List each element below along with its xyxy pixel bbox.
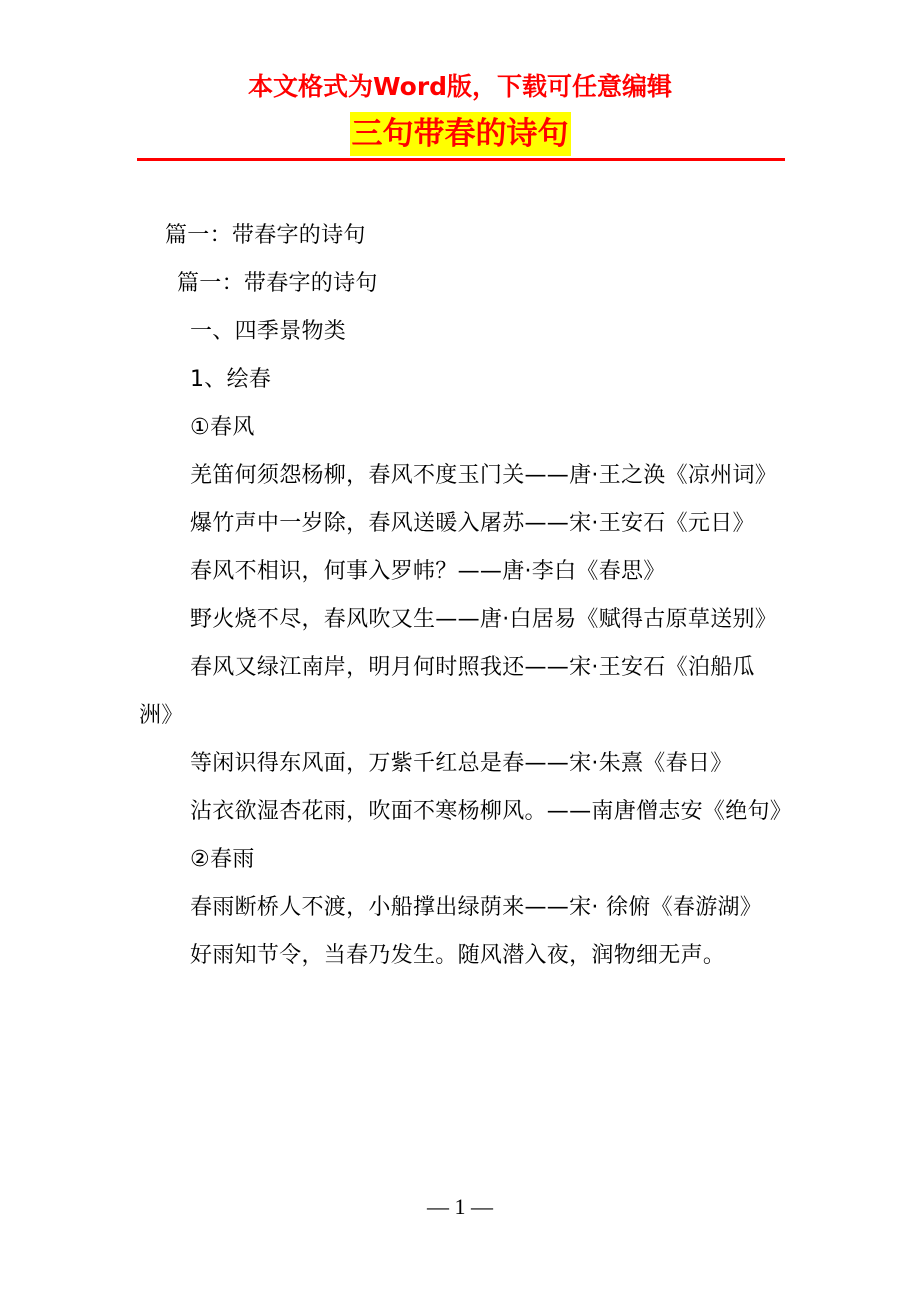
- section-heading: 篇一：带春字的诗句: [165, 223, 366, 248]
- poem-line: 春风又绿江南岸，明月何时照我还——宋·王安石《泊船瓜洲》: [139, 655, 755, 728]
- poem-line: 好雨知节令，当春乃发生。随风潜入夜，润物细无声。: [190, 943, 726, 968]
- poem-line: 爆竹声中一岁除，春风送暖入屠苏——宋·王安石《元日》: [190, 511, 755, 536]
- category-heading: 一、四季景物类: [190, 319, 347, 344]
- poem-line: 羌笛何须怨杨柳，春风不度玉门关——唐·王之涣《凉州词》: [190, 463, 778, 488]
- document-body: [139, 212, 793, 980]
- section-heading-repeat: 篇一：带春字的诗句: [177, 271, 378, 296]
- format-banner: 本文格式为Word版，下载可任意编辑: [247, 72, 673, 101]
- subcategory-heading: 1、绘春: [190, 367, 272, 392]
- document-title: 三句带春的诗句: [350, 112, 571, 156]
- title-divider: [137, 158, 785, 161]
- poem-line: 沾衣欲湿杏花雨，吹面不寒杨柳风。——南唐僧志安《绝句》: [190, 799, 793, 824]
- poem-line: 等闲识得东风面，万紫千红总是春——宋·朱熹《春日》: [190, 751, 733, 776]
- topic-heading-spring-wind: ①春风: [190, 415, 255, 440]
- poem-line: 野火烧不尽，春风吹又生——唐·白居易《赋得古原草送别》: [190, 607, 778, 632]
- title-container: [0, 112, 920, 156]
- page-number: — 1 —: [427, 1194, 493, 1219]
- poem-line: 春雨断桥人不渡，小船撑出绿荫来——宋· 徐俯《春游湖》: [190, 895, 763, 920]
- topic-heading-spring-rain: ②春雨: [190, 847, 255, 872]
- poem-line: 春风不相识，何事入罗帏？——唐·李白《春思》: [190, 559, 666, 584]
